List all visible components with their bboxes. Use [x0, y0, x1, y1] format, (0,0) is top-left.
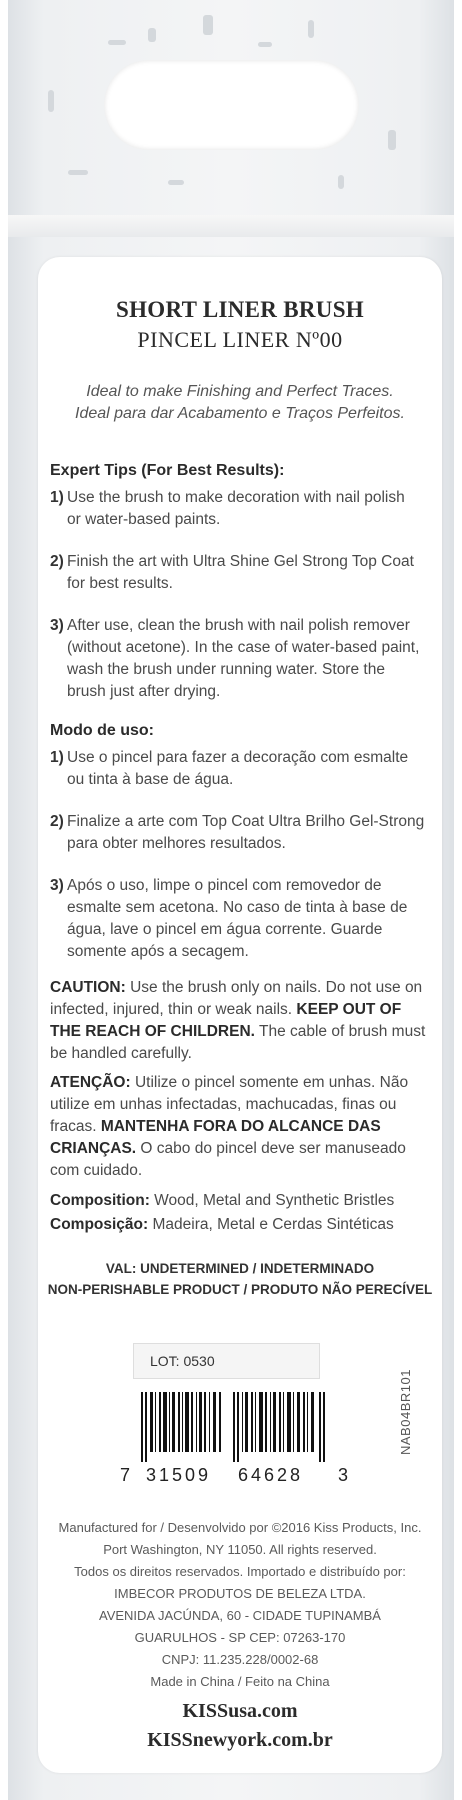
lot-number: LOT: 0530 — [150, 1353, 215, 1369]
manufacturer-line: Made in China / Feito na China — [150, 1674, 330, 1689]
title-en: SHORT LINER BRUSH — [116, 297, 364, 322]
modo-item — [50, 747, 435, 791]
composition-value: Wood, Metal and Synthetic Bristles — [149, 1192, 395, 1209]
manufacturer-line: AVENIDA JACÚNDA, 60 - CIDADE TUPINAMBÁ — [99, 1608, 381, 1623]
atencao-warning: CRIANÇAS. — [50, 1140, 137, 1157]
modo-line: água, lave o pincel em água corrente. Guarde — [67, 921, 383, 938]
composition-en — [50, 1190, 435, 1212]
caution-text — [50, 977, 435, 1065]
manufacturer-line: Port Washington, NY 11050. All rights reserved. — [103, 1542, 377, 1557]
barcode-digit: 7 — [120, 1465, 131, 1485]
atencao-line: Utilize o pincel somente em unhas. Não — [130, 1074, 409, 1091]
barcode-digits: 31509 — [146, 1465, 212, 1485]
caution-line: infected, injured, thin or weak nails. — [50, 1001, 297, 1018]
manufacturer-line: Manufactured for / Desenvolvido por ©2016 Kiss Products, Inc. — [58, 1520, 422, 1535]
validity-text: VAL: UNDETERMINED / INDETERMINADO — [105, 1261, 375, 1276]
manufacturer-line: Todos os direitos reservados. Importado e distribuído por: — [74, 1564, 406, 1579]
tip-line: brush just after drying. — [67, 683, 221, 700]
tips-heading: Expert Tips (For Best Results): — [50, 462, 285, 479]
atencao-line: utilize em unhas infectadas, machucadas, finas ou — [50, 1096, 397, 1113]
website-br: KISSnewyork.com.br — [147, 1729, 333, 1751]
decorative-speck — [338, 175, 344, 189]
manufacturer-line: GUARULHOS - SP CEP: 07263-170 — [134, 1630, 346, 1645]
caution-label: CAUTION: — [50, 979, 126, 996]
modo-number: 2) — [50, 813, 64, 830]
atencao-text — [50, 1072, 435, 1182]
tip-line: or water-based paints. — [67, 511, 221, 528]
non-perishable-text: NON-PERISHABLE PRODUCT / PRODUTO NÃO PERECÍVEL — [47, 1282, 433, 1297]
decorative-speck — [168, 180, 184, 185]
tip-line: wash the brush under running water. Store the — [67, 661, 385, 678]
card-top-edge — [8, 215, 454, 237]
decorative-speck — [148, 28, 156, 42]
atencao-line: O cabo do pincel deve ser manuseado — [136, 1140, 406, 1157]
title-pt: PINCEL LINER Nº00 — [137, 327, 343, 352]
tip-item — [50, 615, 435, 703]
tip-number: 3) — [50, 617, 64, 634]
blister-packaging — [8, 0, 454, 1800]
modo-line: Após o uso, limpe o pincel com removedor de — [67, 877, 382, 894]
tagline-pt: Ideal para dar Acabamento e Traços Perfeitos. — [75, 405, 405, 422]
decorative-speck — [68, 170, 88, 175]
atencao-line: com cuidado. — [50, 1162, 143, 1179]
modo-line: ou tinta à base de água. — [67, 771, 234, 788]
atencao-warning: MANTENHA FORA DO ALCANCE DAS — [100, 1118, 381, 1135]
tip-line: (without acetone). In the case of water-based paint, — [67, 639, 420, 656]
modo-line: esmalte sem acetona. No caso de tinta à base de — [67, 899, 408, 916]
tip-item — [50, 487, 435, 531]
tip-line: for best results. — [67, 575, 173, 592]
modo-heading: Modo de uso: — [50, 722, 154, 739]
composition-label: Composition: — [50, 1192, 150, 1209]
tip-line: Finish the art with Ultra Shine Gel Strong Top Coat — [67, 553, 414, 570]
caution-line: be handled carefully. — [50, 1045, 192, 1062]
caution-line: The cable of brush must — [254, 1023, 426, 1040]
decorative-speck — [258, 42, 272, 47]
modo-line: somente após a secagem. — [67, 943, 249, 960]
decorative-speck — [108, 40, 126, 45]
hang-hole — [104, 60, 359, 150]
atencao-label: ATENÇÃO: — [50, 1074, 131, 1091]
barcode-digits: 64628 — [238, 1465, 304, 1485]
decorative-speck — [203, 15, 213, 35]
product-info-card — [38, 257, 442, 1773]
decorative-speck — [308, 20, 314, 38]
modo-line: Use o pincel para fazer a decoração com esmalte — [67, 749, 409, 766]
modo-item — [50, 811, 435, 855]
tip-number: 1) — [50, 489, 64, 506]
composicao-value: Madeira, Metal e Cerdas Sintéticas — [148, 1216, 394, 1233]
modo-line: para obter melhores resultados. — [67, 835, 286, 852]
decorative-speck — [48, 90, 54, 112]
tagline-en: Ideal to make Finishing and Perfect Traces. — [86, 383, 394, 400]
composicao-label: Composição: — [50, 1216, 149, 1233]
composition-pt — [50, 1214, 435, 1236]
tip-item — [50, 551, 435, 595]
caution-warning: KEEP OUT OF — [296, 1001, 402, 1018]
decorative-speck — [388, 130, 396, 150]
vertical-product-code: NAB04BR101 — [398, 1369, 413, 1455]
atencao-line: fracas. — [50, 1118, 101, 1135]
barcode-icon — [133, 1392, 348, 1462]
modo-number: 1) — [50, 749, 64, 766]
tip-number: 2) — [50, 553, 64, 570]
modo-number: 3) — [50, 877, 64, 894]
manufacturer-line: IMBECOR PRODUTOS DE BELEZA LTDA. — [114, 1586, 366, 1601]
tip-line: Use the brush to make decoration with nail polish — [67, 489, 405, 506]
caution-warning: THE REACH OF CHILDREN. — [50, 1023, 255, 1040]
manufacturer-line: CNPJ: 11.235.228/0002-68 — [161, 1652, 319, 1667]
website-us: KISSusa.com — [182, 1700, 298, 1722]
modo-item — [50, 875, 435, 963]
modo-line: Finalize a arte com Top Coat Ultra Brilho Gel-Strong — [67, 813, 425, 830]
caution-line: Use the brush only on nails. Do not use on — [125, 979, 423, 996]
tip-line: After use, clean the brush with nail polish remover — [67, 617, 410, 634]
barcode-digit: 3 — [338, 1465, 349, 1485]
